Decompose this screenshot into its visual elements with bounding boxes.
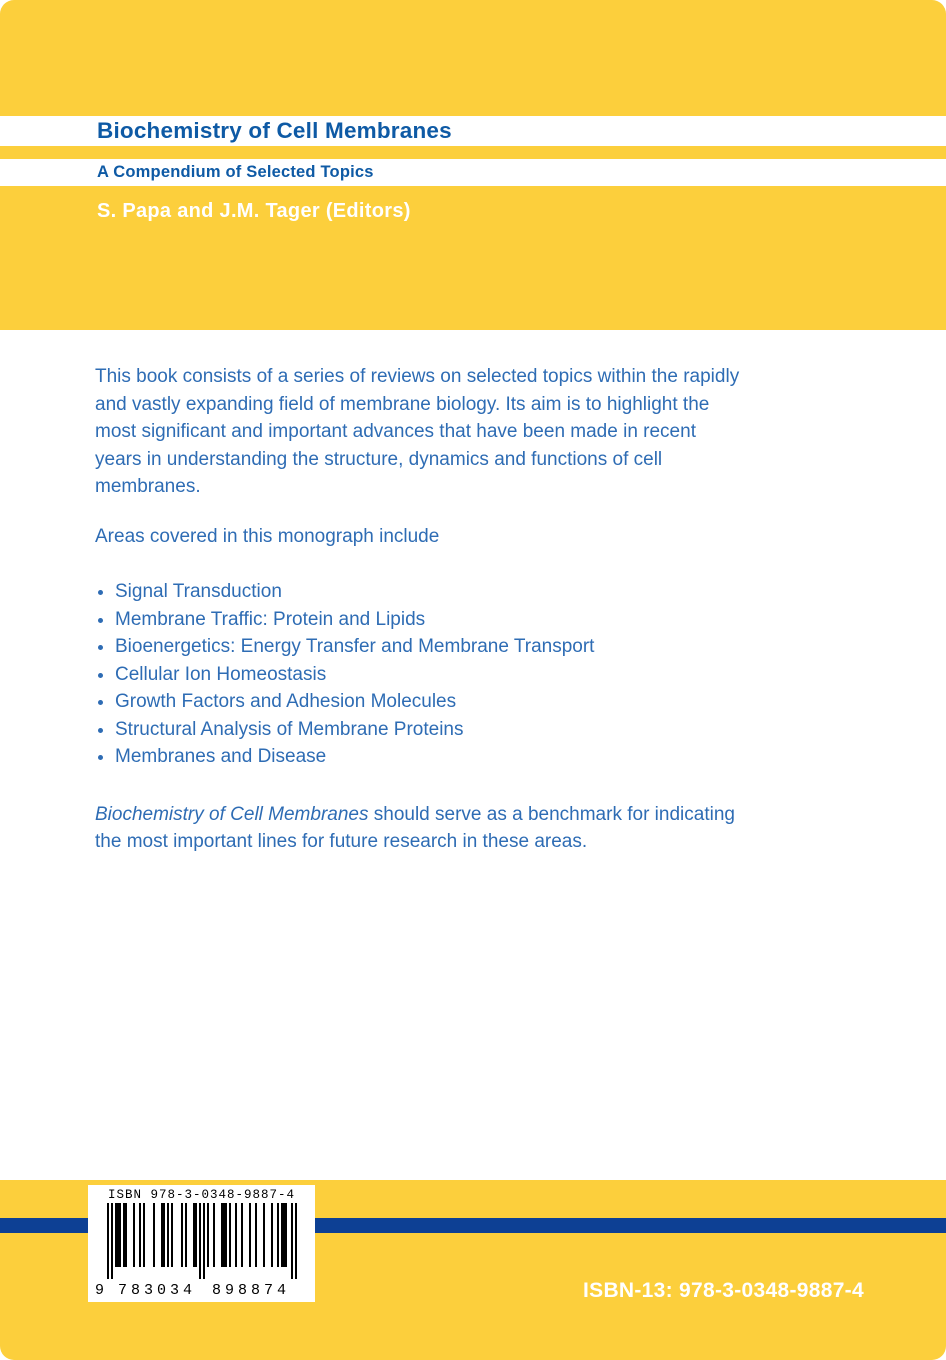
barcode-digits-right-group: 898874 <box>212 1282 291 1299</box>
editors-band <box>0 186 946 330</box>
topic-item <box>115 606 747 634</box>
areas-intro-line: Areas covered in this monograph include <box>95 525 440 547</box>
topic-item <box>115 716 747 744</box>
closing-book-title: Biochemistry of Cell Membranes <box>95 803 369 825</box>
back-cover-copy <box>95 330 747 856</box>
topic-label: Bioenergetics: Energy Transfer and Membrane Transport <box>115 636 595 657</box>
barcode-digits <box>88 1282 315 1299</box>
topic-label: Cellular Ion Homeostasis <box>115 663 327 685</box>
isbn13-line: ISBN-13: 978-3-0348-9887-4 <box>583 1279 864 1302</box>
subtitle-stripe <box>0 159 946 186</box>
bottom-yellow-band <box>0 1180 946 1360</box>
topic-label: Signal Transduction <box>115 581 282 602</box>
topic-label: Membrane Traffic: Protein and Lipids <box>115 608 426 630</box>
topic-item <box>115 743 747 771</box>
closing-text: should serve as a benchmark for indicating the most important lines for future research in these areas. <box>95 803 735 852</box>
barcode-digits-left-group: 783034 <box>118 1282 197 1299</box>
barcode-digit-leading: 9 <box>95 1282 105 1299</box>
topic-label: Structural Analysis of Membrane Proteins <box>115 718 464 740</box>
barcode-bars <box>88 1203 315 1283</box>
book-subtitle: A Compendium of Selected Topics <box>97 163 374 181</box>
barcode-panel <box>88 1185 315 1302</box>
topic-item <box>115 688 747 716</box>
topic-item <box>115 578 747 606</box>
topic-item <box>115 661 747 689</box>
description-paragraph: This book consists of a series of reviews on selected topics within the rapidly and vastly expanding field of membrane biology. Its aim is to highlight the most significant and important advances that have been made in recent years in understanding the structure, dynamics and functions of cell membranes. <box>95 366 740 497</box>
yellow-divider-stripe <box>0 146 946 159</box>
book-title: Biochemistry of Cell Membranes <box>97 118 452 143</box>
topic-label: Membranes and Disease <box>115 746 327 767</box>
editors-line: S. Papa and J.M. Tager (Editors) <box>97 200 411 222</box>
barcode-isbn-text: ISBN 978-3-0348-9887-4 <box>107 1188 296 1202</box>
topic-label: Growth Factors and Adhesion Molecules <box>115 691 457 712</box>
topics-list <box>95 578 747 771</box>
topic-item <box>115 633 747 661</box>
top-yellow-band <box>0 0 946 116</box>
closing-paragraph <box>95 801 747 856</box>
title-stripe <box>0 116 946 146</box>
